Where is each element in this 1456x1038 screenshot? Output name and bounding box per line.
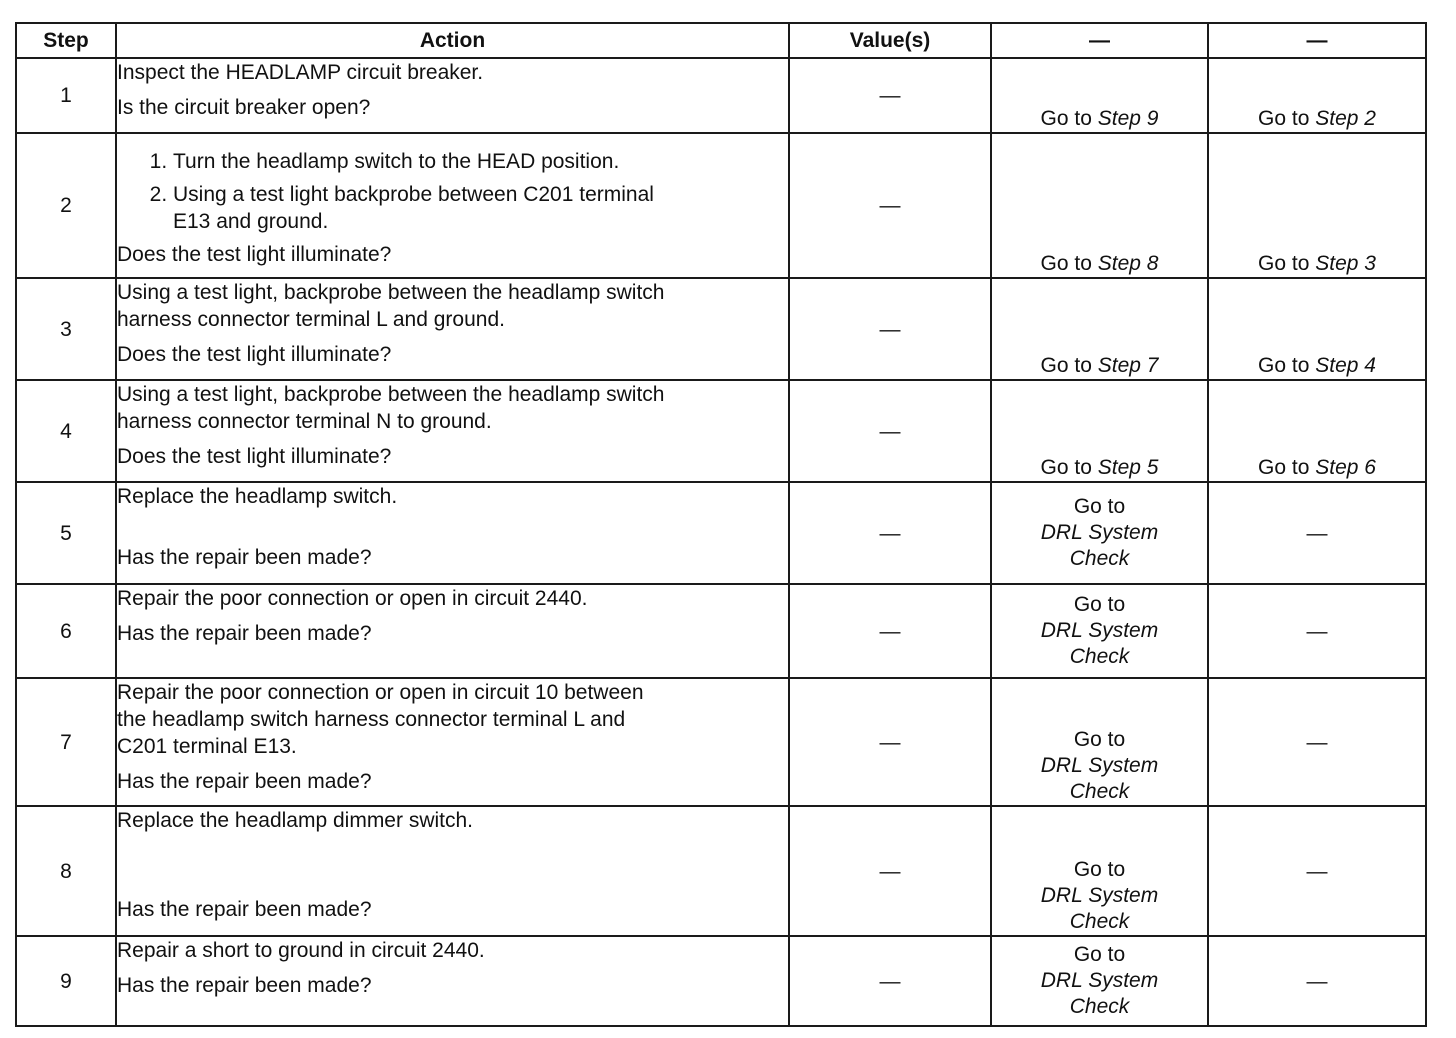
action-text: Repair a short to ground in circuit 2440. [117, 939, 485, 962]
table-row [16, 584, 1426, 678]
action-text: Using a test light, backprobe between the headlamp switch [117, 281, 665, 304]
step-number: 2 [16, 133, 116, 278]
drl-system-label: DRL System [1040, 884, 1159, 907]
header-values: Value(s) [789, 23, 991, 58]
go-to-label: Go to [1073, 943, 1126, 966]
go-to-drl-check[interactable] [992, 857, 1207, 935]
action-question: Has the repair been made? [117, 546, 372, 569]
check-label: Check [1069, 910, 1130, 933]
go-to-label: Go to [1073, 728, 1126, 751]
value-cell: — [789, 58, 991, 133]
table-row [16, 482, 1426, 584]
go-to-label: Go to [1258, 252, 1310, 275]
step-link[interactable]: Step 3 [1315, 252, 1376, 275]
check-label: Check [1069, 645, 1130, 668]
table-row [16, 58, 1426, 133]
yes-result [991, 678, 1208, 806]
no-result: — [1208, 584, 1426, 678]
action-text: Repair the poor connection or open in circuit 2440. [117, 587, 588, 610]
step-number: 7 [16, 678, 116, 806]
header-yes: — [991, 23, 1208, 58]
go-to-label: Go to [1258, 107, 1310, 130]
check-label: Check [1069, 780, 1130, 803]
value-cell: — [789, 936, 991, 1026]
step-number: 3 [16, 278, 116, 380]
header-no: — [1208, 23, 1426, 58]
no-result [1208, 133, 1426, 278]
diagnostic-table [15, 22, 1427, 1027]
value-cell: — [789, 133, 991, 278]
yes-result [991, 806, 1208, 936]
yes-result [991, 278, 1208, 380]
action-text: the headlamp switch harness connector terminal L and [117, 708, 626, 731]
action-text: Replace the headlamp switch. [117, 485, 398, 508]
yes-result [991, 380, 1208, 482]
check-label: Check [1069, 995, 1130, 1018]
no-result [1208, 380, 1426, 482]
action-cell [116, 584, 789, 678]
action-cell [116, 678, 789, 806]
action-question: Does the test light illuminate? [117, 445, 392, 468]
action-question: Has the repair been made? [117, 974, 372, 997]
go-to-drl-check[interactable] [992, 942, 1207, 1020]
action-cell [116, 380, 789, 482]
step-link[interactable]: Step 9 [1097, 107, 1159, 130]
action-question: Has the repair been made? [117, 898, 372, 921]
step-link[interactable]: Step 7 [1097, 354, 1159, 377]
action-question: Does the test light illuminate? [117, 343, 392, 366]
go-to-label: Go to [1040, 354, 1092, 377]
no-result: — [1208, 482, 1426, 584]
action-text: Repair the poor connection or open in circuit 10 between [117, 681, 644, 704]
action-question: Is the circuit breaker open? [117, 96, 371, 119]
step-number: 9 [16, 936, 116, 1026]
action-text: harness connector terminal N to ground. [117, 410, 492, 433]
no-result: — [1208, 806, 1426, 936]
go-to-label: Go to [1073, 495, 1126, 518]
action-cell [116, 482, 789, 584]
substep-list [117, 148, 788, 235]
drl-system-label: DRL System [1040, 619, 1159, 642]
action-text: harness connector terminal L and ground. [117, 308, 505, 331]
action-question: Has the repair been made? [117, 622, 372, 645]
go-to-drl-check[interactable] [992, 592, 1207, 670]
value-cell: — [789, 806, 991, 936]
drl-system-label: DRL System [1040, 969, 1159, 992]
value-cell: — [789, 278, 991, 380]
table-row [16, 278, 1426, 380]
substep-item: 2. Using a test light backprobe between C201 terminal E13 and ground. [173, 181, 788, 235]
action-text: Using a test light, backprobe between the headlamp switch [117, 383, 665, 406]
step-number: 5 [16, 482, 116, 584]
step-link[interactable]: Step 8 [1097, 252, 1159, 275]
drl-system-label: DRL System [1040, 754, 1159, 777]
table-row [16, 936, 1426, 1026]
action-question: Does the test light illuminate? [117, 243, 392, 266]
check-label: Check [1069, 547, 1130, 570]
step-number: 8 [16, 806, 116, 936]
yes-result [991, 482, 1208, 584]
header-step: Step [16, 23, 116, 58]
header-row [16, 23, 1426, 58]
substep-item: 1. Turn the headlamp switch to the HEAD position. [173, 148, 788, 175]
step-link[interactable]: Step 5 [1097, 456, 1159, 479]
table-row [16, 380, 1426, 482]
no-result: — [1208, 936, 1426, 1026]
header-action: Action [116, 23, 789, 58]
yes-result [991, 584, 1208, 678]
step-link[interactable]: Step 4 [1315, 354, 1376, 377]
table-row [16, 678, 1426, 806]
go-to-label: Go to [1073, 593, 1126, 616]
go-to-label: Go to [1040, 456, 1092, 479]
go-to-label: Go to [1258, 354, 1310, 377]
action-question: Has the repair been made? [117, 770, 372, 793]
value-cell: — [789, 678, 991, 806]
yes-result [991, 133, 1208, 278]
value-cell: — [789, 380, 991, 482]
step-link[interactable]: Step 6 [1315, 456, 1376, 479]
go-to-label: Go to [1073, 858, 1126, 881]
diagnostic-table-wrapper [15, 22, 1427, 1027]
value-cell: — [789, 482, 991, 584]
yes-result [991, 58, 1208, 133]
action-cell [116, 806, 789, 936]
action-text: C201 terminal E13. [117, 735, 297, 758]
action-text: Replace the headlamp dimmer switch. [117, 809, 473, 832]
no-result: — [1208, 678, 1426, 806]
step-link[interactable]: Step 2 [1315, 107, 1376, 130]
action-text: Inspect the HEADLAMP circuit breaker. [117, 61, 484, 84]
go-to-label: Go to [1040, 252, 1092, 275]
table-row [16, 806, 1426, 936]
go-to-drl-check[interactable] [992, 494, 1207, 572]
action-cell [116, 58, 789, 133]
action-cell [116, 278, 789, 380]
step-number: 6 [16, 584, 116, 678]
table-row [16, 133, 1426, 278]
action-cell [116, 936, 789, 1026]
yes-result [991, 936, 1208, 1026]
action-cell [116, 133, 789, 278]
step-number: 4 [16, 380, 116, 482]
value-cell: — [789, 584, 991, 678]
go-to-label: Go to [1258, 456, 1310, 479]
no-result [1208, 58, 1426, 133]
go-to-label: Go to [1040, 107, 1092, 130]
step-number: 1 [16, 58, 116, 133]
drl-system-label: DRL System [1040, 521, 1159, 544]
go-to-drl-check[interactable] [992, 727, 1207, 805]
no-result [1208, 278, 1426, 380]
